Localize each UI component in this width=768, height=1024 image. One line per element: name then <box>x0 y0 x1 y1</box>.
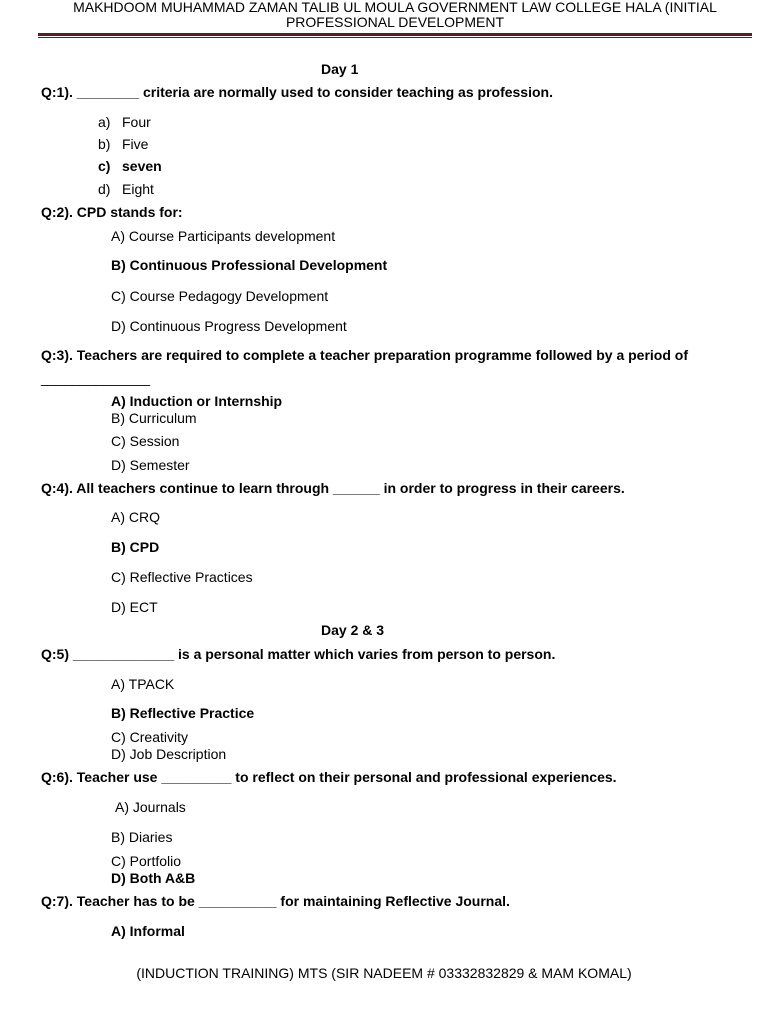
q2-option-b-answer: B) Continuous Professional Development <box>111 257 388 273</box>
q4-option-c: C) Reflective Practices <box>111 569 253 585</box>
question-3: Q:3). Teachers are required to complete a teacher preparation programme followed by a period of <box>41 347 689 363</box>
question-6: Q:6). Teacher use _________ to reflect on their personal and professional experiences. <box>41 769 617 785</box>
q3-option-d: D) Semester <box>111 457 190 473</box>
option-label: a) <box>98 114 111 130</box>
q2-option-d: D) Continuous Progress Development <box>111 318 347 334</box>
q1-option-a <box>98 114 151 130</box>
q3-option-a-answer: A) Induction or Internship <box>111 393 283 409</box>
header-rule-thin <box>38 37 752 38</box>
option-label: b) <box>98 136 111 152</box>
q1-option-d <box>98 181 154 197</box>
question-3-blank: ______________ <box>41 370 151 386</box>
option-text: Five <box>122 136 149 152</box>
q6-option-b: B) Diaries <box>111 829 173 845</box>
q3-option-b: B) Curriculum <box>111 410 197 426</box>
question-1: Q:1). ________ criteria are normally used to consider teaching as profession. <box>41 84 553 100</box>
option-text: Four <box>122 114 151 130</box>
q2-option-a: A) Course Participants development <box>111 228 336 244</box>
q7-option-a-answer: A) Informal <box>111 923 185 939</box>
option-label: d) <box>98 181 111 197</box>
option-label: c) <box>98 158 111 174</box>
q6-option-d-answer: D) Both A&B <box>111 870 196 886</box>
q4-option-d: D) ECT <box>111 599 158 615</box>
q6-option-c: C) Portfolio <box>111 853 182 869</box>
option-text: Eight <box>122 181 154 197</box>
q5-option-a: A) TPACK <box>111 676 175 692</box>
q4-option-a: A) CRQ <box>111 509 160 525</box>
header-rule <box>38 33 752 36</box>
page-footer: (INDUCTION TRAINING) MTS (SIR NADEEM # 03332832829 & MAM KOMAL) <box>136 965 632 981</box>
section-title-day-1: Day 1 <box>321 61 359 77</box>
question-7: Q:7). Teacher has to be __________ for maintaining Reflective Journal. <box>41 893 510 909</box>
section-title-day-2-3: Day 2 & 3 <box>321 622 385 638</box>
q6-option-a: A) Journals <box>115 799 186 815</box>
q5-option-d: D) Job Description <box>111 746 227 762</box>
q3-option-c: C) Session <box>111 433 180 449</box>
option-text: seven <box>122 158 162 174</box>
header-line-1: MAKHDOOM MUHAMMAD ZAMAN TALIB UL MOULA GOVERNMENT LAW COLLEGE HALA (INITIAL <box>73 0 717 15</box>
header-line-2: PROFESSIONAL DEVELOPMENT <box>285 14 505 30</box>
question-2: Q:2). CPD stands for: <box>41 204 183 220</box>
document-header <box>40 0 750 30</box>
q1-option-c-answer <box>98 158 162 174</box>
question-5: Q:5) _____________ is a personal matter which varies from person to person. <box>41 646 556 662</box>
q5-option-b-answer: B) Reflective Practice <box>111 705 255 721</box>
q4-option-b-answer: B) CPD <box>111 539 160 555</box>
q2-option-c: C) Course Pedagogy Development <box>111 288 329 304</box>
q1-option-b <box>98 136 148 152</box>
q5-option-c: C) Creativity <box>111 729 189 745</box>
question-4: Q:4). All teachers continue to learn through ______ in order to progress in their careers. <box>41 480 625 496</box>
